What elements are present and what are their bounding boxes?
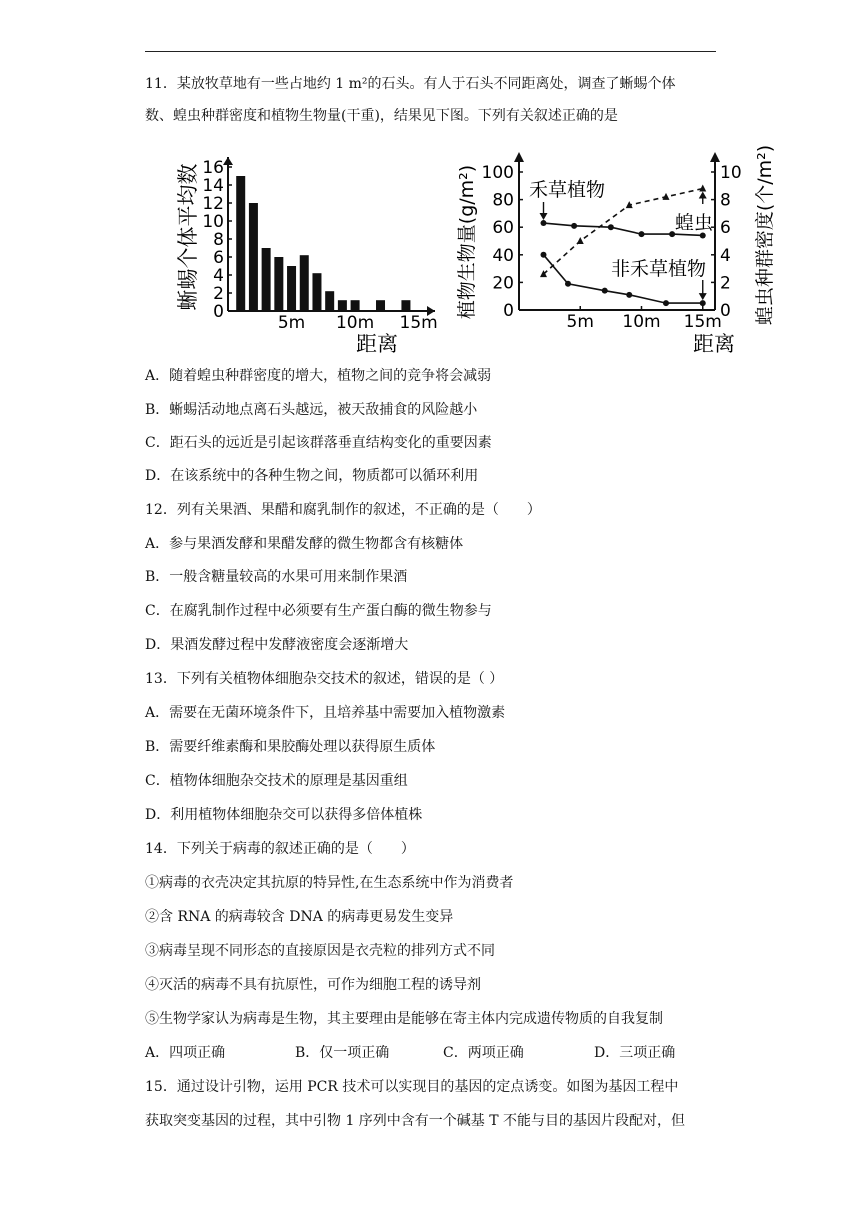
grass-label-arrowhead [540, 213, 548, 220]
chart2-xtick-label: 5m [566, 312, 594, 332]
chart1-bar [287, 266, 296, 311]
chart2-series-point [602, 288, 608, 294]
nongrass-label-arrowhead [699, 293, 707, 300]
chart2-series-point [571, 223, 577, 229]
q13-option-c: C．植物体细胞杂交技术的原理是基因重组 [145, 773, 408, 789]
top-divider [145, 51, 716, 52]
chart1-ytick-label: 12 [202, 194, 224, 214]
q12-stem: 12．列有关果酒、果醋和腐乳制作的叙述，不正确的是（ ） [145, 502, 541, 518]
chart2-series-point [541, 252, 547, 258]
chart2-xtick-labels [567, 312, 722, 332]
chart1-bar [274, 257, 283, 311]
label-nongrass: 非禾草植物 [611, 258, 707, 280]
locust-label-arrowhead [699, 192, 707, 199]
chart1-ytick-label: 16 [202, 158, 224, 178]
chart2-xtick-label: 10m [622, 312, 661, 332]
chart2-series-point [608, 224, 614, 230]
chart2-left-tick-label: 80 [492, 190, 514, 211]
chart2-right-tick-label: 10 [720, 163, 742, 183]
chart2-left-tick-label: 40 [492, 245, 514, 266]
chart2-left-tick-label: 0 [503, 301, 514, 321]
q14-item-1: ①病毒的衣壳决定其抗原的特异性,在生态系统中作为消费者 [145, 875, 514, 891]
label-grass: 禾草植物 [529, 179, 606, 201]
chart1-ytick-label: 8 [213, 230, 224, 250]
q11-option-b: B．蜥蜴活动地点离石头越远，被天敌捕食的风险越小 [145, 402, 478, 418]
chart2-right-tick-labels [720, 163, 742, 321]
q14-choice-d: D．三项正确 [594, 1045, 676, 1061]
chart2-right-tick-label: 8 [720, 190, 731, 211]
chart2-xlabel: 距离 [693, 332, 735, 356]
chart2-left-tick-label: 100 [481, 163, 514, 183]
chart1-ytick-label: 2 [213, 284, 224, 304]
q14-choice-c: C．两项正确 [443, 1045, 524, 1061]
chart1-bar [300, 255, 309, 311]
q11-option-a: A．随着蝗虫种群密度的增大，植物之间的竞争将会减弱 [145, 368, 492, 384]
chart2-ylabel-left: 植物生物量(g/m²) [456, 164, 478, 320]
chart2-right-tick-label: 0 [720, 301, 731, 321]
chart2-right-tick-label: 6 [720, 218, 731, 239]
q13-option-b: B．需要纤维素酶和果胶酶处理以获得原生质体 [145, 739, 436, 755]
chart1-xtick-labels [278, 313, 438, 333]
chart1-bar [401, 300, 410, 311]
q14-choice-b: B．仅一项正确 [295, 1045, 390, 1061]
chart1-bar [325, 291, 334, 311]
q12-option-b: B．一般含糖量较高的水果可用来制作果酒 [145, 569, 408, 585]
chart2-series-point [626, 292, 632, 298]
chart1-ytick-label: 10 [202, 212, 224, 232]
chart1-bar [351, 300, 360, 311]
chart2-left-tick-labels [482, 163, 514, 321]
q14-stem: 14．下列关于病毒的叙述正确的是（ ） [145, 841, 415, 857]
chart1-ytick-labels [202, 158, 224, 322]
q14-item-5: ⑤生物学家认为病毒是生物，其主要理由是能够在寄主体内完成遗传物质的自我复制 [145, 1011, 663, 1027]
chart2-series [540, 185, 706, 307]
chart2-right-tick-label: 2 [720, 273, 731, 294]
chart2-series-point [699, 185, 706, 192]
chart1-ytick-label: 4 [213, 266, 224, 286]
chart2-series-point [663, 193, 670, 200]
q15-stem-line2: 获取突变基因的过程，其中引物 1 序列中含有一个碱基 T 不能与目的基因片段配对，但 [145, 1113, 686, 1129]
chart1-ytick-label: 0 [213, 302, 224, 322]
chart1-bar [249, 203, 258, 311]
q14-item-2: ②含 RNA 的病毒较含 DNA 的病毒更易发生变异 [145, 909, 454, 925]
chart1-ylabel: 蜥蜴个体平均数 [176, 163, 200, 311]
chart2-xtick-label: 15m [683, 312, 722, 332]
biomass-locust-line-chart [453, 140, 780, 360]
q13-option-a: A．需要在无菌环境条件下，且培养基中需要加入植物激素 [145, 705, 506, 721]
q14-item-3: ③病毒呈现不同形态的直接原因是衣壳粒的排列方式不同 [145, 943, 495, 959]
chart1-bar [376, 300, 385, 311]
q15-stem-line1: 15．通过设计引物，运用 PCR 技术可以实现目的基因的定点诱变。如图为基因工程中 [145, 1079, 679, 1095]
chart1-bar [338, 300, 347, 311]
chart2-series-point [565, 281, 571, 287]
chart1-xtick-label: 10m [335, 313, 375, 333]
label-arrows [540, 192, 707, 301]
chart2-right-tick-label: 4 [720, 245, 731, 266]
label-locust: 蝗虫 [675, 212, 714, 234]
q14-choices [145, 1043, 716, 1063]
chart1-bars [236, 176, 410, 311]
q11-stem-line1: 11．某放牧草地有一些占地约 1 m²的石头。有人于石头不同距离处，调查了蜥蜴个体 [145, 76, 676, 92]
chart2-right-arrow [710, 152, 720, 162]
chart1-y-arrow [223, 157, 233, 165]
chart1-bar [236, 176, 245, 311]
q12-option-a: A．参与果酒发酵和果醋发酵的微生物都含有核糖体 [145, 536, 464, 552]
chart2-series-point [577, 237, 584, 244]
q12-option-c: C．在腐乳制作过程中必须要有生产蛋白酶的微生物参与 [145, 603, 492, 619]
chart2-left-arrow [514, 152, 524, 162]
lizard-bar-chart [170, 145, 445, 360]
chart2-ylabel-right: 蝗虫种群密度(个/m²) [754, 144, 776, 326]
q11-stem-line2: 数、蝗虫种群密度和植物生物量(干重)，结果见下图。下列有关叙述正确的是 [145, 108, 618, 124]
chart2-series-point [639, 231, 645, 237]
chart1-xtick-label: 15m [399, 313, 438, 333]
chart2-series-point [700, 300, 706, 306]
q13-stem: 13．下列有关植物体细胞杂交技术的叙述，错误的是（ ） [145, 671, 504, 687]
chart2-series-point [541, 220, 547, 226]
chart1-xtick-label: 5m [277, 313, 306, 333]
q13-option-d: D．利用植物体细胞杂交可以获得多倍体植株 [145, 807, 423, 823]
chart1-bar [262, 248, 271, 311]
q12-option-d: D．果酒发酵过程中发酵液密度会逐渐增大 [145, 637, 409, 653]
q14-item-4: ④灭活的病毒不具有抗原性，可作为细胞工程的诱导剂 [145, 977, 481, 993]
chart1-xlabel: 距离 [356, 332, 398, 356]
chart1-ytick-label: 6 [213, 248, 224, 268]
chart2-left-tick-label: 20 [492, 273, 514, 294]
q11-option-d: D．在该系统中的各种生物之间，物质都可以循环利用 [145, 468, 479, 484]
q14-choice-a: A．四项正确 [145, 1045, 226, 1061]
q11-option-c: C．距石头的远近是引起该群落垂直结构变化的重要因素 [145, 435, 492, 451]
chart1-bar [312, 273, 321, 311]
chart2-series-point [663, 300, 669, 306]
chart2-left-tick-label: 60 [492, 218, 514, 239]
chart1-ytick-label: 14 [202, 176, 224, 196]
